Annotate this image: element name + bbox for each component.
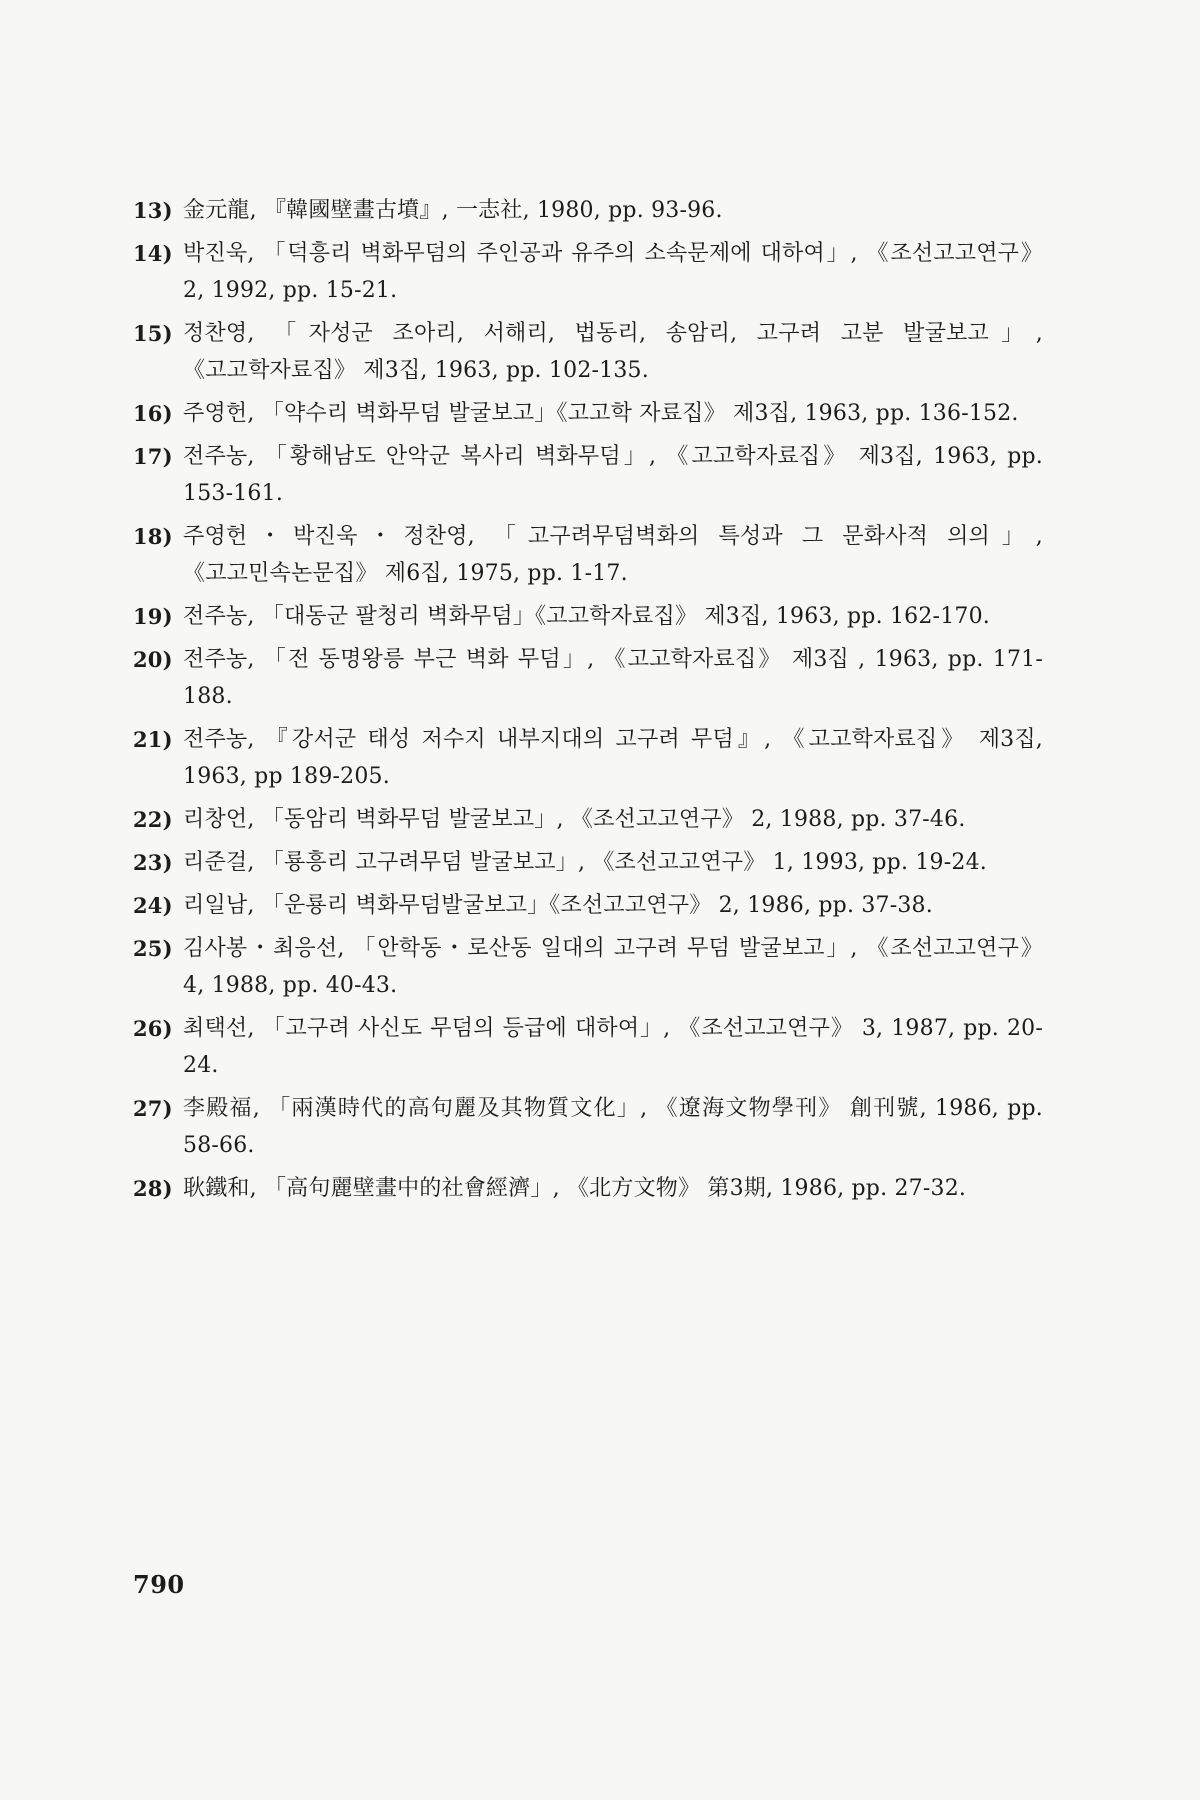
footnote-25	[133, 930, 1043, 1004]
footnote-19	[133, 598, 1043, 635]
footnote-15	[133, 315, 1043, 389]
footnote-number: 25)	[133, 936, 173, 961]
footnote-23	[133, 844, 1043, 881]
footnote-text: 주영헌, 「약수리 벽화무덤 발굴보고」《고고학 자료집》 제3집, 1963, pp. 136-152.	[183, 401, 1019, 426]
footnote-text: 耿鐵和, 「高句麗壁畫中的社會經濟」, 《北方文物》 第3期, 1986, pp. 27-32.	[183, 1176, 967, 1201]
footnote-text: 정찬영, 「자성군 조아리, 서해리, 법동리, 송암리, 고구려 고분 발굴보고」, 《고고학자료집》 제3집, 1963, pp. 102-135.	[183, 321, 1043, 383]
footnote-number: 27)	[133, 1096, 173, 1121]
footnote-text: 金元龍, 『韓國壁畫古墳』, 一志社, 1980, pp. 93-96.	[183, 198, 723, 223]
footnote-text: 리창언, 「동암리 벽화무덤 발굴보고」, 《조선고고연구》 2, 1988, pp. 37-46.	[183, 807, 966, 832]
page-number: 790	[133, 1570, 185, 1599]
footnote-number: 23)	[133, 850, 173, 875]
footnote-text: 전주농, 「대동군 팔청리 벽화무덤」《고고학자료집》 제3집, 1963, pp. 162-170.	[183, 604, 990, 629]
footnote-20	[133, 641, 1043, 715]
footnote-number: 28)	[133, 1176, 173, 1201]
footnote-18	[133, 518, 1043, 592]
footnote-text: 李殿福, 「兩漢時代的高句麗及其物質文化」, 《遼海文物學刊》 創刊號, 1986, pp. 58-66.	[183, 1096, 1043, 1158]
footnote-text: 김사봉・최응선, 「안학동・로산동 일대의 고구려 무덤 발굴보고」, 《조선고고연구》 4, 1988, pp. 40-43.	[183, 936, 1043, 998]
footnote-text: 최택선, 「고구려 사신도 무덤의 등급에 대하여」, 《조선고고연구》 3, 1987, pp. 20-24.	[183, 1016, 1043, 1078]
footnote-text: 전주농, 『강서군 태성 저수지 내부지대의 고구려 무덤』, 《고고학자료집》 제3집, 1963, pp 189-205.	[183, 727, 1043, 789]
footnote-text: 박진욱, 「덕흥리 벽화무덤의 주인공과 유주의 소속문제에 대하여」, 《조선고고연구》 2, 1992, pp. 15-21.	[183, 241, 1043, 303]
footnote-21	[133, 721, 1043, 795]
footnote-number: 15)	[133, 321, 173, 346]
footnote-13	[133, 192, 1043, 229]
footnote-number: 16)	[133, 401, 173, 426]
footnote-27	[133, 1090, 1043, 1164]
footnote-list	[133, 192, 1043, 1213]
footnote-number: 26)	[133, 1016, 173, 1041]
footnote-text: 리일남, 「운룡리 벽화무덤발굴보고」《조선고고연구》 2, 1986, pp. 37-38.	[183, 893, 933, 918]
footnote-24	[133, 887, 1043, 924]
footnote-number: 22)	[133, 807, 173, 832]
footnote-number: 14)	[133, 241, 173, 266]
footnote-number: 18)	[133, 524, 173, 549]
footnote-16	[133, 395, 1043, 432]
footnote-number: 13)	[133, 198, 173, 223]
footnote-22	[133, 801, 1043, 838]
footnote-number: 24)	[133, 893, 173, 918]
footnote-text: 주영헌・박진욱・정찬영, 「고구려무덤벽화의 특성과 그 문화사적 의의」, 《고고민속논문집》 제6집, 1975, pp. 1-17.	[183, 524, 1043, 586]
footnote-26	[133, 1010, 1043, 1084]
footnote-text: 전주농, 「황해남도 안악군 복사리 벽화무덤」, 《고고학자료집》 제3집, 1963, pp. 153-161.	[183, 444, 1043, 506]
footnote-text: 전주농, 「전 동명왕릉 부근 벽화 무덤」, 《고고학자료집》 제3집 , 1963, pp. 171-188.	[183, 647, 1043, 709]
footnote-number: 21)	[133, 727, 173, 752]
footnote-number: 20)	[133, 647, 173, 672]
footnote-text: 리준걸, 「룡흥리 고구려무덤 발굴보고」, 《조선고고연구》 1, 1993, pp. 19-24.	[183, 850, 987, 875]
footnote-14	[133, 235, 1043, 309]
footnote-number: 19)	[133, 604, 173, 629]
footnote-17	[133, 438, 1043, 512]
footnote-28	[133, 1170, 1043, 1207]
footnote-number: 17)	[133, 444, 173, 469]
